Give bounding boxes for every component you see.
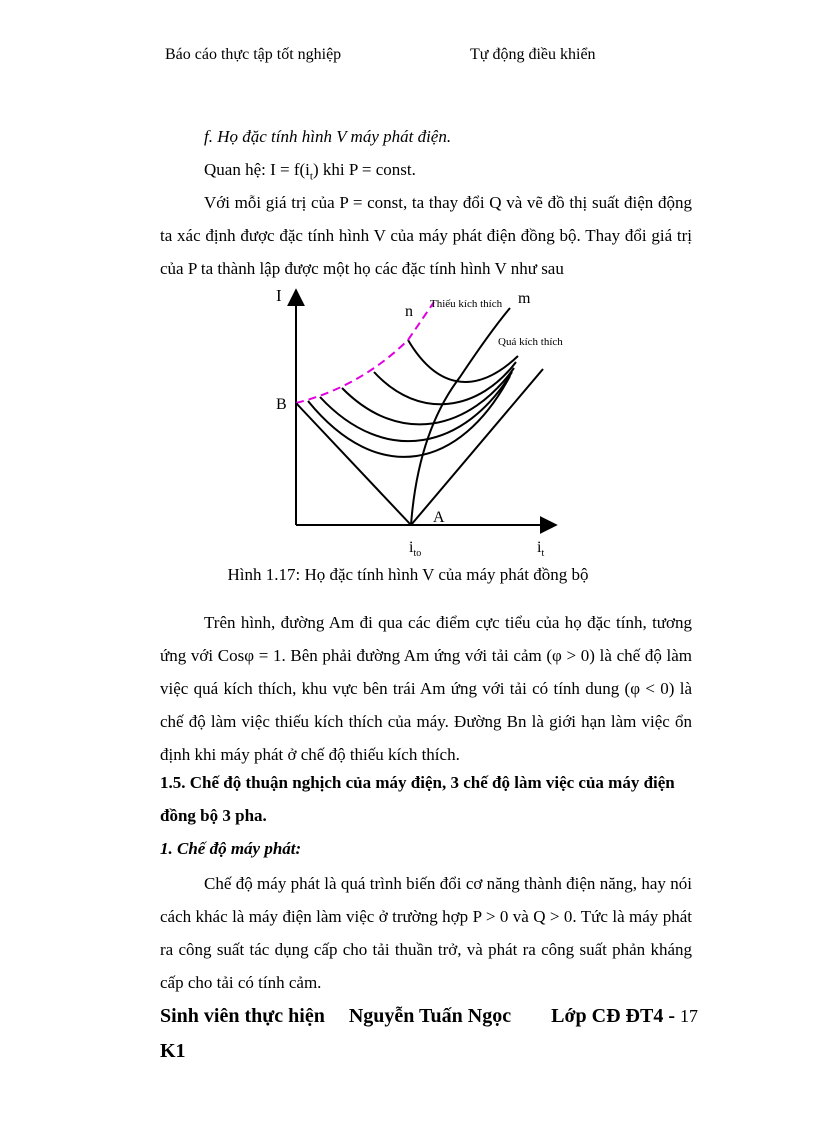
tick-ito-main: i xyxy=(409,539,414,556)
explanation-paragraph xyxy=(160,606,692,771)
tick-ito-sub: to xyxy=(413,548,422,559)
footer-class-label: Lớp CĐ ĐT4 - xyxy=(551,1005,675,1027)
relation-sub: t xyxy=(309,170,313,183)
under-excited-label: Thiếu kích thích xyxy=(430,298,503,310)
point-a-label: A xyxy=(433,509,445,526)
footer-student-label: Sinh viên thực hiện xyxy=(160,1005,325,1027)
point-n-label: n xyxy=(405,303,413,320)
axis-y-label: I xyxy=(276,286,282,305)
section-f-paragraph xyxy=(160,186,692,285)
header-left: Báo cáo thực tập tốt nghiệp xyxy=(165,46,342,63)
section-f-title: f. Họ đặc tính hình V máy phát điện. xyxy=(204,127,452,146)
footer-class-suffix: K1 xyxy=(160,1040,186,1062)
point-b-label: B xyxy=(276,396,287,413)
axis-x-main: i xyxy=(537,539,542,556)
section-f-paragraph-text: Với mỗi giá trị của P = const, ta thay đổi Q và vẽ đồ thị suất điện động ta xác định được đặc tính hình V của máy phát điện đồng bộ. Thay đổi giá trị của P ta thành lập được một họ các đặc tính hình V như sau xyxy=(160,193,692,278)
footer-line xyxy=(160,1005,700,1028)
explanation-paragraph-text: Trên hình, đường Am đi qua các điểm cực tiểu của họ đặc tính, tương ứng với Cosφ = 1. Bên phải đường Am ứng với tải cảm (φ > 0) là chế độ làm việc quá kích thích, khu vực bên trái Am ứng với tải có tính dung (φ < 0) là chế độ làm việc thiếu kích thích của máy. Đường Bn là giới hạn làm việc ổn định khi máy phát ở chế độ thiếu kích thích. xyxy=(160,613,692,764)
header-right: Tự động điều khiển xyxy=(470,46,596,63)
figure-caption: Hình 1.17: Họ đặc tính hình V của máy phát đồng bộ xyxy=(227,565,589,584)
axis-x-sub: t xyxy=(541,548,545,559)
right-boundary-line xyxy=(411,369,543,525)
section-1-5-title-line2: đồng bộ 3 pha. xyxy=(160,806,267,825)
over-excited-label: Quá kích thích xyxy=(498,336,563,348)
subsection-1-paragraph-text: Chế độ máy phát là quá trình biến đổi cơ năng thành điện năng, hay nói cách khác là máy điện làm việc ở trường hợp P > 0 và Q > 0. Tức là máy phát ra công suất tác dụng cấp cho tải thuần trở, và phát ra công suất phản kháng cấp cho tải có tính cảm. xyxy=(160,874,692,992)
point-m-label: m xyxy=(518,290,531,307)
relation-suffix: ) khi P = const. xyxy=(312,160,416,179)
axis-x-label xyxy=(537,539,544,559)
section-1-5-title-line1: 1.5. Chế độ thuận nghịch của máy điện, 3 chế độ làm việc của máy điện xyxy=(160,773,675,792)
subsection-1-title: 1. Chế độ máy phát: xyxy=(160,839,302,858)
locus-curve-am xyxy=(411,308,510,525)
v-curve-figure xyxy=(270,282,580,562)
tick-ito-label xyxy=(409,539,421,559)
footer-page-number: 17 xyxy=(679,1006,698,1026)
relation-formula xyxy=(204,160,416,182)
subsection-1-paragraph xyxy=(160,867,692,999)
footer-student-name: Nguyễn Tuấn Ngọc xyxy=(348,1005,512,1027)
v-curve-family xyxy=(308,340,518,457)
relation-prefix: Quan hệ: I = f(i xyxy=(204,160,310,179)
stability-limit-curve-bn xyxy=(296,302,434,403)
